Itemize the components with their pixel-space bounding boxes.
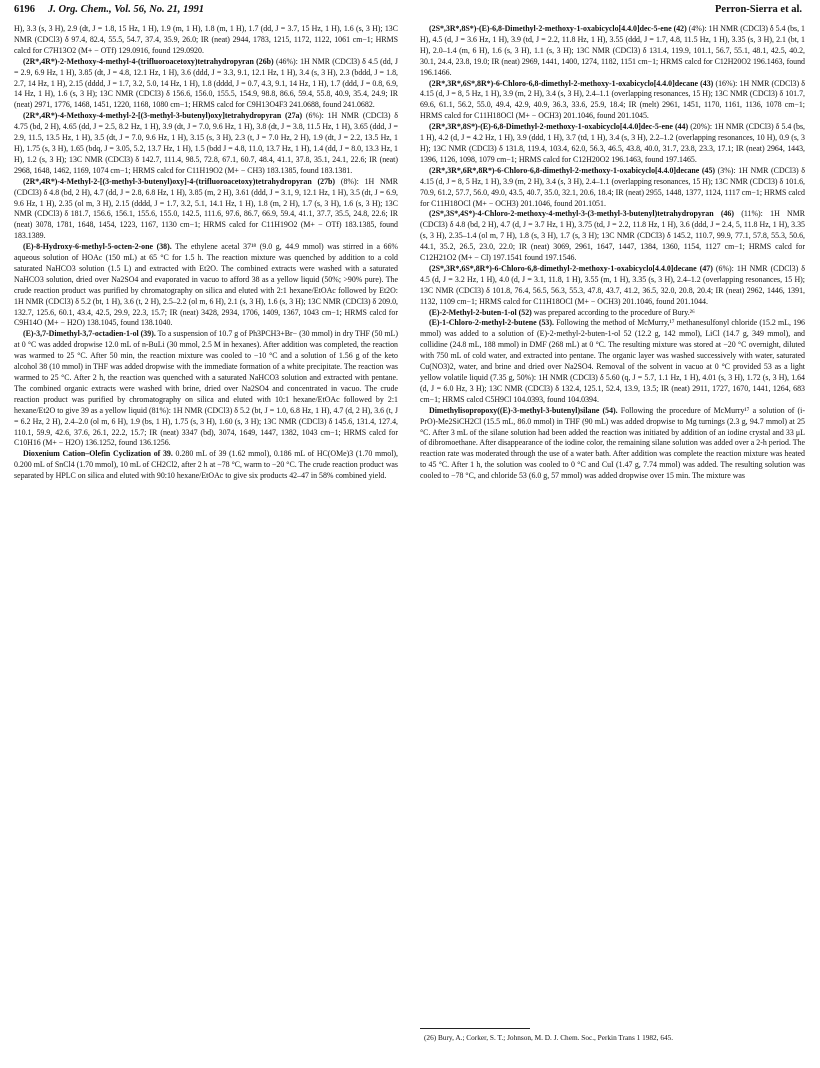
compound-title: Dimethylisopropoxy((E)-3-methyl-3-butenyl)silane (54).: [429, 405, 618, 415]
compound-title: (2R*,3R*,6S*,8R*)-6-Chloro-6,8-dimethyl-2-methoxy-1-oxabicyclo[4.4.0]decane (43): [429, 78, 714, 88]
compound-title: (2R*,3R*,6R*,8R*)-6-Chloro-6,8-dimethyl-2-methoxy-1-oxabicyclo[4.4.0]decane (45): [429, 165, 716, 175]
compound-title: (E)-1-Chloro-2-methyl-2-butene (53).: [429, 318, 554, 328]
compound-title: (2S*,3S*,4S*)-4-Chloro-2-methoxy-4-methyl-3-(3-methyl-3-butenyl)tetrahydropyran (46): [429, 209, 735, 219]
paragraph: [420, 406, 805, 482]
paragraph: [14, 24, 398, 57]
paragraph: [420, 166, 805, 210]
compound-title: (E)-3,7-Dimethyl-3,7-octadien-1-ol (39).: [23, 329, 156, 339]
compound-title: (2R*,3R*,8S*)-(E)-6,8-Dimethyl-2-methoxy-1-oxabicyclo[4.4.0]dec-5-ene (44): [429, 122, 689, 132]
paragraph: [14, 449, 398, 482]
paragraph-body: (4%): 1H NMR (CDCl3) δ 5.4 (bs, 1 H), 4.5 (d, J = 3.6 Hz, 1 H), 3.9 (td, J = 2.2, 11.8 Hz, 1 H), 3.55 (ddd, J = 1.7, 4.8, 11.5 Hz, 1 H), 3.35 (s, 3 H), 2.1 (bt, 1 H), 2.0–1.4 (m, 6 H), 1.6 (s, 3 H), 1.1 (s, 3 H); 13C NMR (CDCl3) δ 131.4, 119.9, 101.1, 56.7, 55.1, 48.1, 42.5, 40.2, 30.1, 24.4, 23.8, 19.0; IR (neat) 2969, 1441, 1400, 1274, 1182, 1151 cm−1; HRMS calcd for C12H20O2 196.1463, found 196.1466.: [420, 24, 805, 77]
paragraph-body: The ethylene acetal 37¹⁸ (9.0 g, 44.9 mmol) was stirred in a 66% aqueous solution of HOAc (150 mL) at 65 °C for 1.5 h. The reaction mixture was quenched by addition to a cold saturated NaHCO3 solution (1.5 L) and extracted with Et2O. The combined extracts were washed with a saturated NaHCO3 solution, dried over Na2SO4 and evaporated in vacuo to afford 38 as a yellow liquid (50%; >90% pure). The crude reaction product was purified by chromatography on silica and eluted with 2:1 hexane/EtOAc followed by Et2O: 1H NMR (CDCl3) δ 5.2 (bt, 1 H), 3.6 (t, 2 H), 2.5–2.2 (ol m, 6 H), 2.1 (s, 3 H), 1.6 (s, 3 H); 13C NMR (CDCl3) δ 209.0, 132.7, 125.6, 60.1, 43.4, 42.5, 29.9, 22.3, 15.7; IR (neat) 3428, 2934, 1706, 1409, 1367, 1043 cm−1; HRMS calcd for C9H14O (M+ − H2O) 138.1045, found 138.1040.: [14, 242, 398, 328]
paragraph: [420, 264, 805, 308]
paragraph: [14, 329, 398, 449]
paragraph-body: 0.280 mL of 39 (1.62 mmol), 0.186 mL of HC(OMe)3 (1.70 mmol), 0.200 mL of SnCl4 (1.70 mmol), 10 mL of CH2Cl2, after 2 h at −78 °C, warm to −20 °C. The crude reaction product was separated by HPLC on silica and eluted with 90:10 hexane/EtOAc to give six products 42–47 in 58% combined yield.: [14, 449, 398, 481]
paragraph-body: (6%): 1H NMR (CDCl3) δ 4.5 (d, J = 3.2 Hz, 1 H), 4.0 (d, J = 3.1, 11.8, 1 H), 3.55 (m, 1 H), 3.35 (s, 3 H), 2.4–1.2 (overlapping resonances, 15 H); 13C NMR (CDCl3) δ 101.8, 76.4, 56.5, 56.3, 55.3, 47.8, 43.7, 41.2, 36.5, 32.0, 20.8, 20.4; IR (neat) 2962, 1446, 1391, 1132, 1109 cm−1; HRMS calcd for C11H18OCl (M+ − OCH3) 201.1046, found 201.1044.: [420, 263, 805, 306]
compound-title: Dioxenium Cation–Olefin Cyclization of 39.: [23, 449, 173, 459]
paragraph: [420, 318, 805, 405]
footnote-block: [420, 1028, 805, 1043]
compound-title: (E)-2-Methyl-2-buten-1-ol (52): [429, 307, 532, 317]
paragraph-body: (16%): 1H NMR (CDCl3) δ 4.15 (d, J = 8, 5 Hz, 1 H), 3.9 (m, 2 H), 3.4 (s, 3 H), 2.4–1.1 (overlapping resonances, 15 H); 13C NMR (CDCl3) δ 101.7, 69.6, 61.1, 56.2, 55.0, 49.4, 42.9, 40.9, 36.3, 33.6, 25.9, 18.4; IR (melt) 2961, 1451, 1170, 1161, 1136, 1078 cm−1; HRMS calcd for C11H18OCl (M+ − OCH3) 201.1046, found 201.1045.: [420, 78, 806, 121]
paragraph: [14, 111, 398, 176]
left-column: [14, 24, 398, 482]
compound-title: (E)-8-Hydroxy-6-methyl-5-octen-2-one (38).: [23, 242, 172, 252]
paragraph: [420, 24, 805, 79]
paragraph-body: (20%): 1H NMR (CDCl3) δ 5.4 (bs, 1 H), 4.2 (d, J = 4.2 Hz, 1 H), 3.9 (ddd, 1 H), 3.7 (td, 1 H), 3.4 (s, 3 H), 2.2–1.2 (overlapping resonances, 10 H), 0.9 (s, 3 H); 13C NMR (CDCl3) δ 131.8, 119.4, 103.4, 62.0, 56.3, 46.5, 43.8, 40.0, 31.7, 23.8, 23.3, 17.1; IR (neat) 2964, 1443, 1396, 1126, 1098, 1079 cm−1; HRMS calcd for C12H20O2 196.1463, found 197.1465.: [420, 122, 806, 164]
journal-citation: J. Org. Chem., Vol. 56, No. 21, 1991: [48, 4, 205, 15]
compound-title: (2R*,4R*)-4-Methoxy-4-methyl-2-[(3-methyl-3-butenyl)oxy]tetrahydropyran (27a): [23, 111, 303, 121]
running-header: [14, 4, 802, 22]
paragraph-body: (46%): 1H NMR (CDCl3) δ 4.5 (dd, J = 2.9, 6.9 Hz, 1 H), 3.85 (dt, J = 4.8, 12.1 Hz, 1 H), 3.6 (ddd, J = 3.3, 9.1, 12.1 Hz, 1 H), 3.4 (s, 3 H), 2.3 (bddd, J = 1.8, 2.7, 14 Hz, 1 H), 2.15 (dddd, J = 1.7, 3.2, 5.0, 14 Hz, 1 H), 1.8 (dddd, J = 0.7, 4.3, 9.1, 14 Hz, 1 H), 1.7 (ddd, J = 0.8, 6.9, 14 Hz, 1 H), 1.6 (s, 3 H); 13C NMR (CDCl3) δ 156.6, 156.0, 155.5, 154.9, 98.8, 86.6, 59.4, 55.8, 40.9, 35.4, 24.9; IR (neat) 2971, 1776, 1468, 1451, 1220, 1168, 1080 cm−1; HRMS calcd for C9H13O4F3 241.0688, found 241.0682.: [14, 56, 398, 110]
paragraph: [14, 177, 398, 242]
compound-title: (2S*,3R*,8S*)-(E)-6,8-Dimethyl-2-methoxy-1-oxabicyclo[4.4.0]dec-5-ene (42): [429, 24, 687, 33]
paragraph-body: Following the method of McMurry,¹⁷ methanesulfonyl chloride (15.2 mL, 196 mmol) was added to a solution of (E)-2-methyl-2-buten-1-ol 52 (12.2 g, 142 mmol), LiCl (14.7 g, 349 mmol), and collidine (24.8 mL, 188 mmol) in DMF (268 mL) at 0 °C. The resulting mixture was stored at −20 °C overnight, diluted with 750 mL of cold water, and extracted into pentane. The organic layer was washed successively with water, saturated Cu(NO3)2, water, and brine and dried over Na2SO4. Removal of the solvent in vacuo at 0 °C provided 53 as a light yellow volatile liquid (7.35 g, 50%): 1H NMR (CDCl3) δ 5.60 (q, J = 5.7, 1.1 Hz, 1 H), 4.01 (s, 3 H), 1.72 (s, 3 H), 1.64 (d, J = 6.0 Hz, 3 H); 13C NMR (CDCl3) δ 132.4, 125.1, 52.4, 13.9, 13.5; IR (neat) 2911, 1727, 1670, 1441, 1264, 683 cm−1; HRMS calcd C5H9Cl 104.0393, found 104.0394.: [420, 318, 805, 404]
paragraph-body: was prepared according to the procedure of Bury.²⁶: [531, 307, 695, 317]
paragraph: [420, 79, 805, 123]
paragraph-body: (8%): 1H NMR (CDCl3) δ 4.8 (bd, 2 H), 4.7 (dd, J = 2.8, 6.8 Hz, 1 H), 3.85 (m, 2 H), 3.61 (ddd, J = 3.1, 9, 12.1 Hz, 1 H), 3.5 (dt, J = 6.9, 9.6 Hz, 1 H), 2.35 (ol m, 3 H), 2.15 (dddd, J = 1.7, 3.2, 5.1, 14.1 Hz, 1 H), 1.8 (m, 2 H), 1.7 (s, 3 H), 1.6 (s, 3 H); 13C NMR (CDCl3) δ 181.7, 156.6, 156.1, 155.6, 155.0, 142.5, 111.6, 97.6, 86.7, 66.9, 59.4, 41.1, 37.7, 35.5, 24.8, 22.6; IR (neat) 3078, 1781, 1648, 1454, 1223, 1167, 1130 cm−1; HRMS calcd for C11H19O2 (M+ − OTf) 183.1385, found 183.1389.: [14, 176, 398, 241]
paragraph-body: Following the procedure of McMurry¹⁷ a solution of (i-PrO)-Me2SiCH2Cl (15.5 mL, 86.0 mmol) in THF (90 mL) was added dropwise to Mg turnings (2.3 g, 94.7 mmol) at 25 °C. After 3 mL of the silane solution had been added the reaction was initiated by addition of an iodine crystal and 33 μL of dibromoethane. After disappearance of the iodine color, the remaining silane solution was added over a 2-h period. The reaction rate was moderated through the use of a water bath. After addition was complete the reaction mixture was heated to 45 °C. After 1 h, the solution was cooled to 0 °C and CuI (1.47 g, 7.74 mmol) was added. The resulting solution was cooled to −78 °C, and chloride 53 (6.0 g, 57 mmol) was added dropwise over 15 min. The mixture was: [420, 405, 805, 481]
compound-title: (2S*,3R*,6S*,8R*)-6-Chloro-6,8-dimethyl-2-methoxy-1-oxabicyclo[4.4.0]decane (47): [429, 263, 713, 273]
paragraph: [14, 242, 398, 329]
footnote-rule: [420, 1028, 530, 1029]
footnote-text: (26) Bury, A.; Corker, S. T.; Johnson, M. D. J. Chem. Soc., Perkin Trans 1 1982, 645.: [424, 1033, 674, 1042]
right-column: [420, 24, 805, 482]
paragraph-body: (6%): 1H NMR (CDCl3) δ 4.75 (bd, 2 H), 4.65 (dd, J = 2.5, 8.2 Hz, 1 H), 3.9 (dt, J = 7.0, 9.6 Hz, 1 H), 3.8 (dt, J = 3.8, 11.5 Hz, 1 H), 3.65 (ddd, J = 2.9, 11.5, 13.5 Hz, 1 H), 3.5 (dt, J = 7.0, 9.6 Hz, 1 H), 3.15 (s, 3 H), 2.3 (t, J = 7.0 Hz, 2 H), 1.9 (dt, J = 2.2, 13.5 Hz, 1 H), 1.75 (s, 3 H), 1.65 (bdq, J = 3.05, 5.2, 13.7 Hz, 1 H), 1.5 (bdd J = 4.8, 11.0, 13.7 Hz, 1 H), 1.4 (dd, J = 8.0, 13.3 Hz, 1 H), 1.2 (s, 3 H); 13C NMR (CDCl3) δ 142.7, 111.4, 98.5, 72.8, 67.1, 60.7, 48.4, 41.1, 37.8, 35.1, 24.1, 22.6; IR (neat) 2968, 1648, 1462, 1169, 1074 cm−1; HRMS calcd for C11H19O2 (M+ − CH3) 183.1385, found 183.1381.: [14, 111, 398, 175]
running-authors: Perron-Sierra et al.: [715, 4, 802, 15]
paragraph-body: To a suspension of 10.7 g of Ph3PCH3+Br− (30 mmol) in dry THF (50 mL) at 0 °C was added dropwise 12.0 mL of n-BuLi (30 mmol, 2.5 M in hexanes). After addition was completed, the reaction was warmed to 25 °C. After 50 min, the reaction mixture was cooled to −10 °C and a solution of 1.56 g of the keto alcohol 38 (10 mmol) in THF was added dropwise with the immediate formation of a white precipitate. The reaction was warmed to 25 °C. After 2 h, the reaction was quenched with a saturated NaHCO3 solution and extracted with pentane. The combined organic extracts were washed with brine, dried over Na2SO4 and concentrated in vacuo. The crude reaction product was purified by chromatography on silica and eluted with 10:1 hexane/EtOAc followed by 2:1 hexane/Et2O to give 39 as a yellow liquid (81%): 1H NMR (CDCl3) δ 5.2 (bt, J = 1.0, 6.8 Hz, 1 H), 4.7 (d, 2 H), 3.6 (t, J = 6.2 Hz, 2 H), 2.4–2.0 (ol m, 6 H), 1.9 (bs, 1 H), 1.75 (s, 3 H), 1.60 (s, 3 H); 13C NMR (CDCl3) δ 145.6, 131.4, 127.4, 110.1, 59.9, 42.6, 37.6, 26.1, 22.2, 15.7; IR (neat) 3347 (bd), 3074, 1649, 1447, 1382, 1043 cm−1; HRMS calcd for C10H16 (M+ − H2O) 136.1252, found 136.1256.: [14, 329, 398, 448]
compound-title: (2R*,4R*)-4-Methyl-2-[(3-methyl-3-butenyl)oxy]-4-(trifluoroacetoxy)tetrahydropyran (27b): [23, 176, 336, 186]
compound-title: (2R*,4R*)-2-Methoxy-4-methyl-4-(trifluoroacetoxy)tetrahydropyran (26b): [23, 56, 274, 66]
paragraph: [420, 122, 805, 166]
paragraph-body: H), 3.3 (s, 3 H), 2.9 (dt, J = 1.8, 15 Hz, 1 H), 1.9 (m, 1 H), 1.8 (m, 1 H), 1.7 (dd, J = 3.7, 15 Hz, 1 H), 1.6 (s, 3 H); 13C NMR (CDCl3) δ 97.4, 82.4, 55.5, 54.7, 37.4, 35.9, 26.0; IR (neat) 2944, 1783, 1215, 1172, 1122, 1061 cm−1; HRMS calcd for C7H13O2 (M+ − OTf) 129.0916, found 129.0920.: [14, 24, 398, 55]
paragraph: [14, 57, 398, 112]
paragraph: [420, 308, 805, 319]
page-number: 6196: [14, 4, 35, 15]
paragraph: [420, 209, 805, 264]
paragraph-body: (3%): 1H NMR (CDCl3) δ 4.15 (d, J = 8, 5 Hz, 1 H), 3.9 (m, 2 H), 3.4 (s, 3 H), 2.4–1.1 (overlapping resonances, 15 H); 13C NMR (CDCl3) δ 101.6, 70.9, 61.2, 57.7, 56.0, 49.0, 43.5, 40.7, 35.0, 32.1, 20.6, 18.4; IR (neat) 2955, 1448, 1377, 1124, 1117 cm−1; HRMS calcd for C11H18OCl (M+ − OCH3) 201.1046, found 201.1051.: [420, 165, 805, 208]
paragraph-body: (11%): 1H NMR (CDCl3) δ 4.8 (bd, 2 H), 4.7 (d, J = 3.7 Hz, 1 H), 3.75 (td, J = 2.2, 11.8 Hz, 1 H), 3.6 (ddd, J = 2.4, 5, 11.8 Hz, 1 H), 3.35 (s, 3 H), 2.35–1.4 (ol m, 7 H), 1.8 (s, 3 H), 1.7 (s, 3 H); 13C NMR (CDCl3) δ 145.2, 110.7, 99.9, 77.1, 57.8, 55.3, 50.6, 44.1, 35.2, 26.5, 23.0, 22.0; IR (neat) 3069, 2961, 1647, 1447, 1384, 1360, 1154, 1127 cm−1; HRMS calcd for C12H21O2 (M+ − Cl) 197.1541 found 197.1546.: [420, 209, 805, 263]
